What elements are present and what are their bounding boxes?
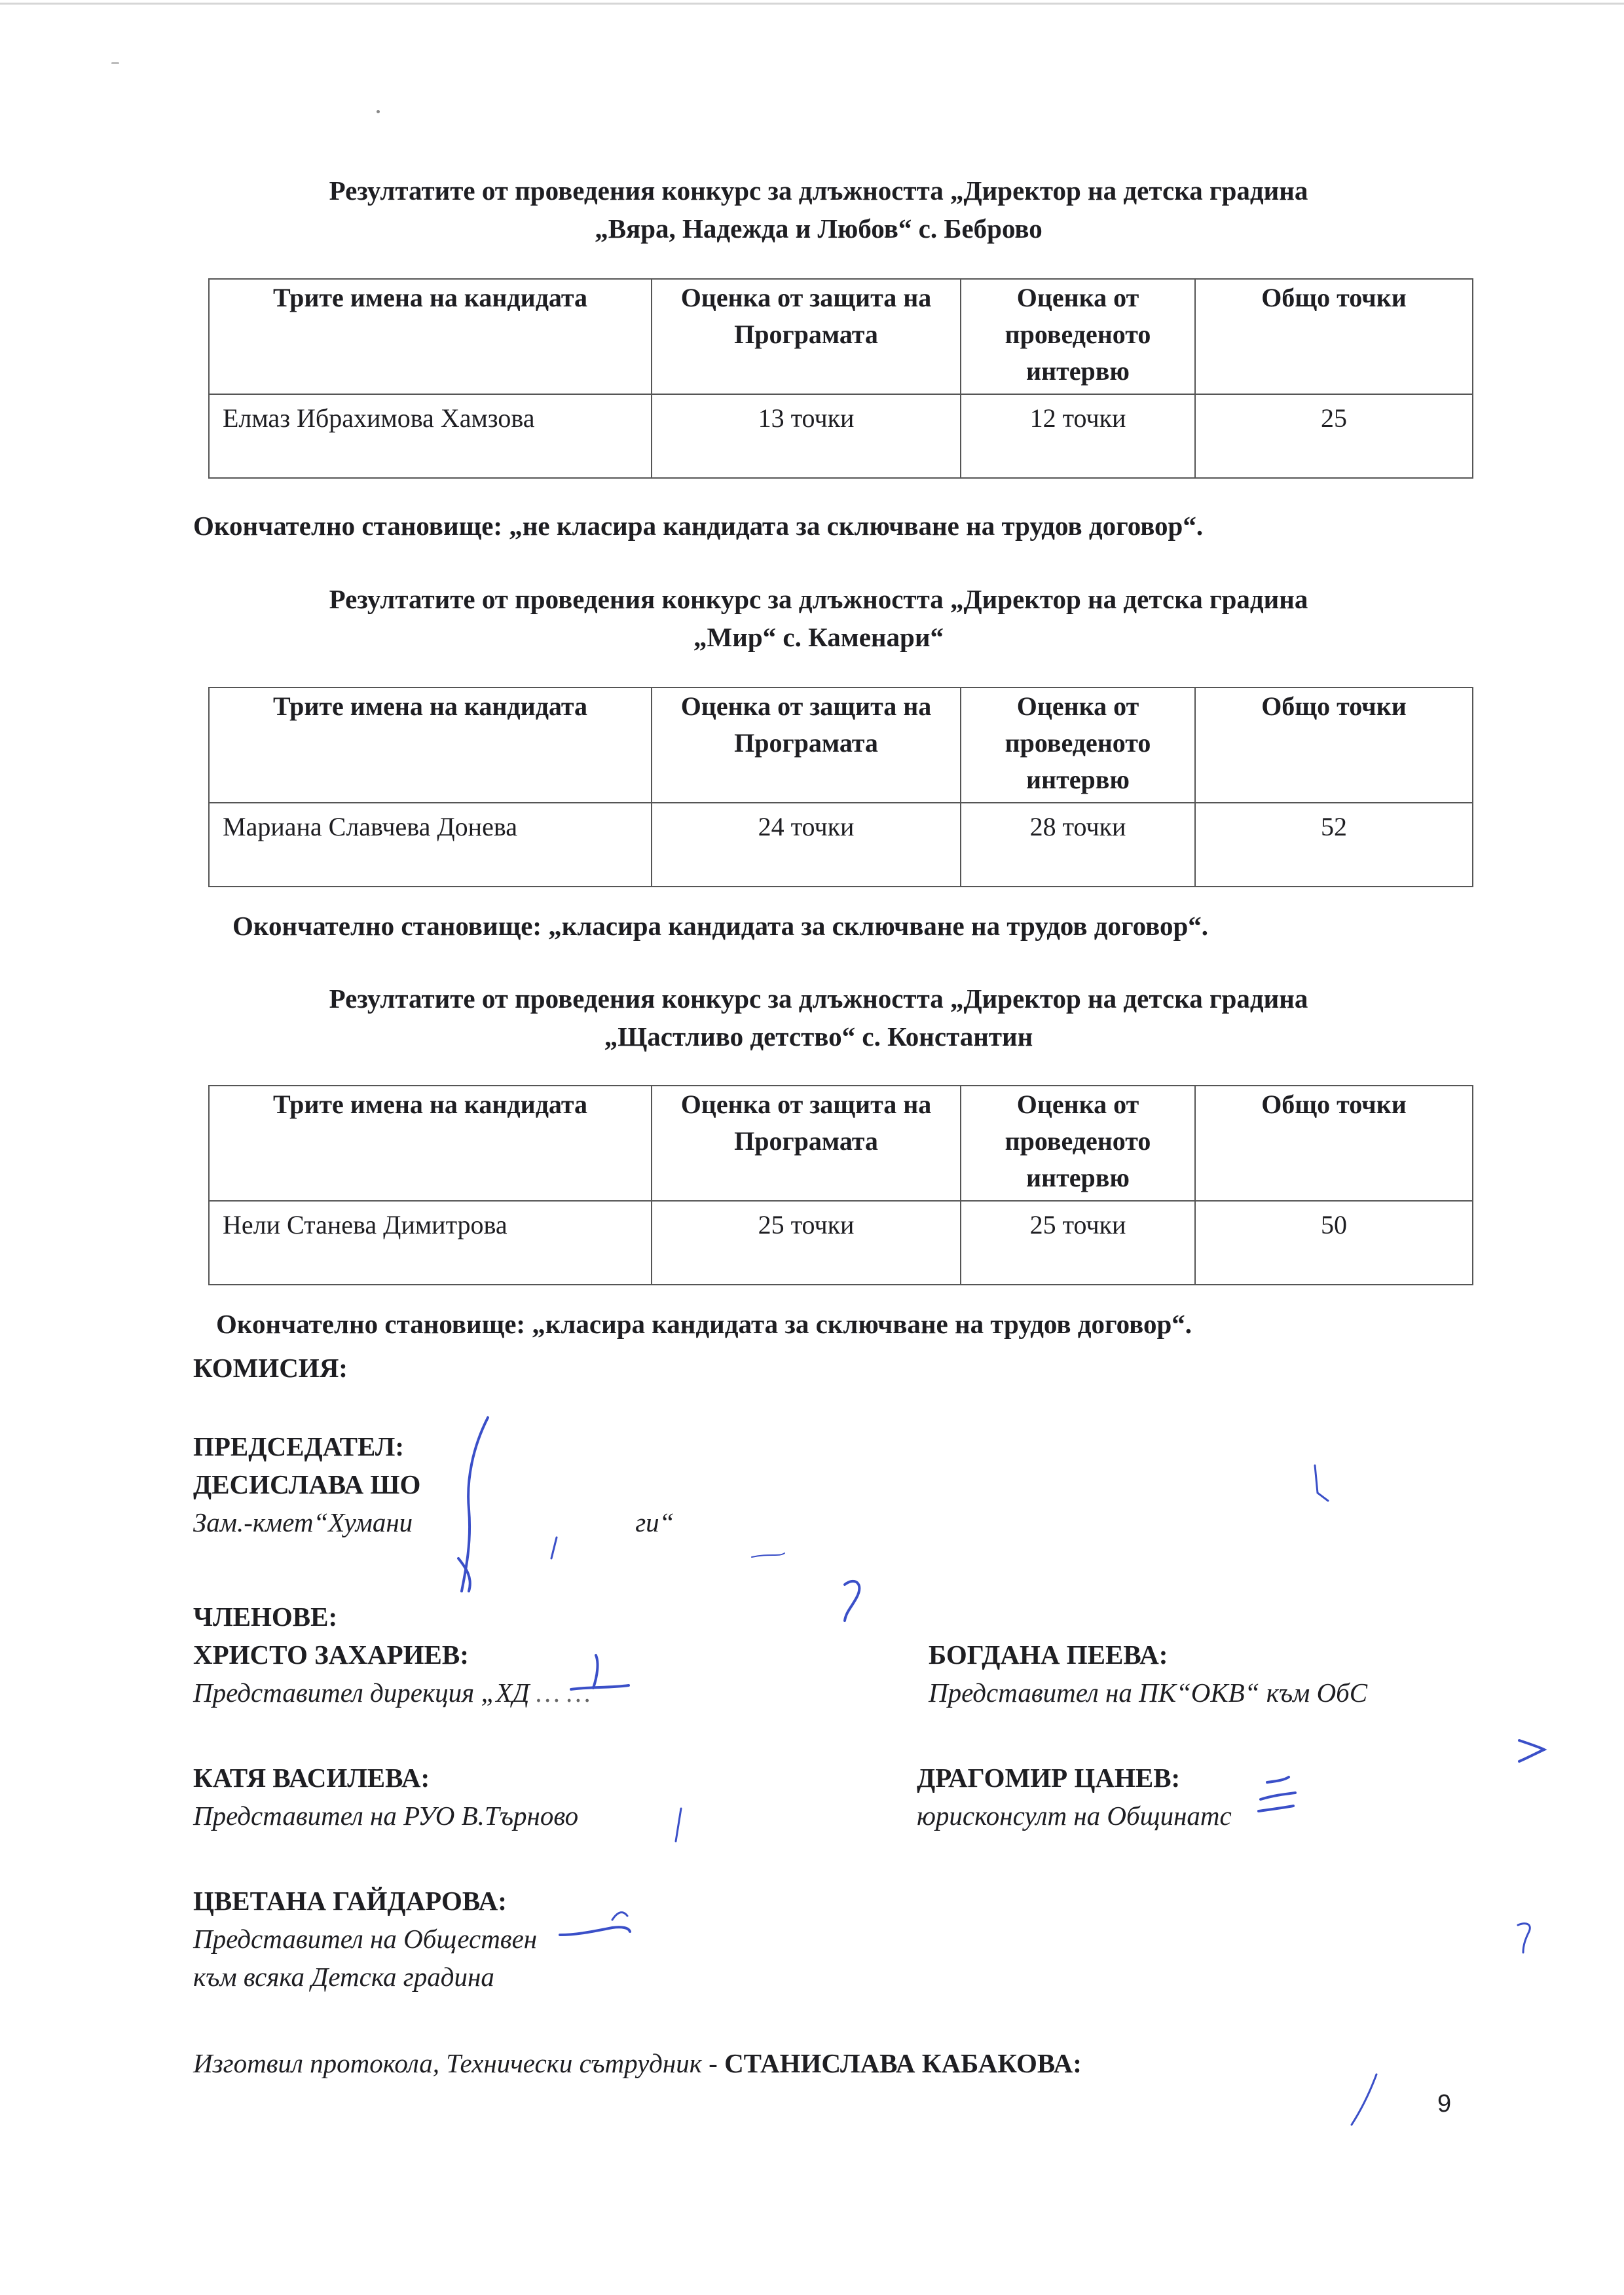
heading-line: Резултатите от проведения конкурс за длъжността „Директор на детска градина bbox=[329, 175, 1308, 206]
table-row bbox=[209, 803, 1473, 887]
signature-mark bbox=[560, 1927, 630, 1935]
section-heading bbox=[196, 172, 1441, 248]
chair-role bbox=[193, 1503, 674, 1541]
heading-line: „Вяра, Надежда и Любов“ с. Беброво bbox=[595, 213, 1043, 244]
member-block bbox=[193, 1636, 591, 1712]
signature-mark bbox=[458, 1558, 470, 1591]
verdict-text: Окончателно становище: „не класира кандидата за сключване на трудов договор“. bbox=[193, 511, 1204, 541]
section-heading bbox=[196, 580, 1441, 656]
table-header-row bbox=[209, 279, 1473, 394]
results-table bbox=[208, 1085, 1473, 1285]
signature-mark bbox=[1519, 1740, 1544, 1761]
table-header-row bbox=[209, 688, 1473, 803]
total-score: 25 bbox=[1195, 394, 1473, 478]
member-role-line2: към всяка Детска градина bbox=[193, 1962, 494, 1992]
chair-role-tail: ги“ bbox=[635, 1507, 674, 1537]
member-block bbox=[193, 1882, 537, 1996]
member-name: ДРАГОМИР ЦАНЕВ: bbox=[917, 1763, 1181, 1793]
signature-mark bbox=[1259, 1806, 1293, 1811]
commission-title: КОМИСИЯ: bbox=[193, 1353, 348, 1383]
signature-mark bbox=[1518, 1924, 1530, 1953]
signature-mark bbox=[593, 1655, 598, 1688]
prepared-by-label: Изготвил протокола, Технически сътрудник - bbox=[193, 2048, 725, 2078]
signature-mark bbox=[1352, 2074, 1376, 2125]
signature-mark bbox=[1267, 1777, 1289, 1782]
page-number: 9 bbox=[1437, 2090, 1452, 2118]
table-row bbox=[209, 1201, 1473, 1285]
heading-line: Резултатите от проведения конкурс за длъжността „Директор на детска градина bbox=[329, 584, 1308, 614]
header-cell-interview: Оценка от проведеното интервю bbox=[961, 1086, 1195, 1201]
interview-score: 25 точки bbox=[961, 1201, 1195, 1285]
header-cell-total: Общо точки bbox=[1195, 1086, 1473, 1201]
member-role-text: Представител дирекция „ХД bbox=[193, 1678, 530, 1708]
total-score: 52 bbox=[1195, 803, 1473, 887]
prepared-by-name: СТАНИСЛАВА КАБАКОВА: bbox=[724, 2048, 1082, 2078]
signature-mark bbox=[1315, 1465, 1328, 1501]
chair-role-text: Зам.-кмет“Хумани bbox=[193, 1507, 413, 1537]
signature-mark bbox=[676, 1808, 681, 1841]
interview-score: 28 точки bbox=[961, 803, 1195, 887]
member-name: ХРИСТО ЗАХАРИЕВ: bbox=[193, 1640, 469, 1670]
scan-speck bbox=[377, 110, 380, 113]
header-cell-program: Оценка от защита на Програмата bbox=[652, 688, 961, 803]
scan-speck bbox=[111, 62, 119, 64]
member-role: юрисконсулт на Общинатс bbox=[917, 1801, 1232, 1831]
header-cell-total: Общо точки bbox=[1195, 688, 1473, 803]
header-cell-interview: Оценка от проведеното интервю bbox=[961, 688, 1195, 803]
table-header-row bbox=[209, 1086, 1473, 1201]
header-cell-name: Трите имена на кандидата bbox=[209, 688, 652, 803]
signature-mark bbox=[612, 1913, 627, 1920]
heading-line: Резултатите от проведения конкурс за длъжността „Директор на детска градина bbox=[329, 983, 1308, 1014]
candidate-name: Нели Станева Димитрова bbox=[209, 1201, 652, 1285]
program-score: 24 точки bbox=[652, 803, 961, 887]
member-name: КАТЯ ВАСИЛЕВА: bbox=[193, 1763, 430, 1793]
signature-mark bbox=[1261, 1793, 1295, 1799]
header-cell-name: Трите имена на кандидата bbox=[209, 1086, 652, 1201]
member-role: Представител на Обществен bbox=[193, 1924, 538, 1954]
member-role: Представител на ПК“ОКВ“ към ОбС bbox=[929, 1678, 1368, 1708]
prepared-by bbox=[193, 2044, 1082, 2082]
results-table bbox=[208, 278, 1473, 479]
scan-edge-line bbox=[0, 3, 1624, 5]
chair-name: ДЕСИСЛАВА ШО bbox=[193, 1469, 421, 1499]
member-role: Представител дирекция „ХД … … bbox=[193, 1678, 591, 1708]
program-score: 13 точки bbox=[652, 394, 961, 478]
member-block bbox=[193, 1759, 578, 1835]
header-cell-name: Трите имена на кандидата bbox=[209, 279, 652, 394]
table-row bbox=[209, 394, 1473, 478]
members-label: ЧЛЕНОВЕ: bbox=[193, 1602, 338, 1632]
program-score: 25 точки bbox=[652, 1201, 961, 1285]
header-cell-program: Оценка от защита на Програмата bbox=[652, 279, 961, 394]
interview-score: 12 точки bbox=[961, 394, 1195, 478]
header-cell-total: Общо точки bbox=[1195, 279, 1473, 394]
heading-line: „Мир“ с. Каменари“ bbox=[693, 622, 944, 652]
member-block bbox=[929, 1636, 1367, 1712]
member-block bbox=[917, 1759, 1232, 1835]
signature-mark bbox=[845, 1581, 859, 1621]
member-name: ЦВЕТАНА ГАЙДАРОВА: bbox=[193, 1886, 507, 1916]
header-cell-interview: Оценка от проведеното интервю bbox=[961, 279, 1195, 394]
candidate-name: Мариана Славчева Донева bbox=[209, 803, 652, 887]
header-cell-program: Оценка от защита на Програмата bbox=[652, 1086, 961, 1201]
member-role: Представител на РУО В.Търново bbox=[193, 1801, 579, 1831]
heading-line: „Щастливо детство“ с. Константин bbox=[604, 1021, 1033, 1052]
verdict-text: Окончателно становище: „класира кандидата за сключване на трудов договор“. bbox=[232, 911, 1209, 941]
results-table bbox=[208, 687, 1473, 887]
section-heading bbox=[196, 980, 1441, 1056]
chair-label: ПРЕДСЕДАТЕЛ: bbox=[193, 1431, 405, 1461]
chair-block bbox=[193, 1427, 674, 1541]
candidate-name: Елмаз Ибрахимова Хамзова bbox=[209, 394, 652, 478]
member-name: БОГДАНА ПЕЕВА: bbox=[929, 1640, 1168, 1670]
total-score: 50 bbox=[1195, 1201, 1473, 1285]
signature-mark bbox=[752, 1553, 784, 1557]
verdict-text: Окончателно становище: „класира кандидата за сключване на трудов договор“. bbox=[216, 1309, 1192, 1339]
